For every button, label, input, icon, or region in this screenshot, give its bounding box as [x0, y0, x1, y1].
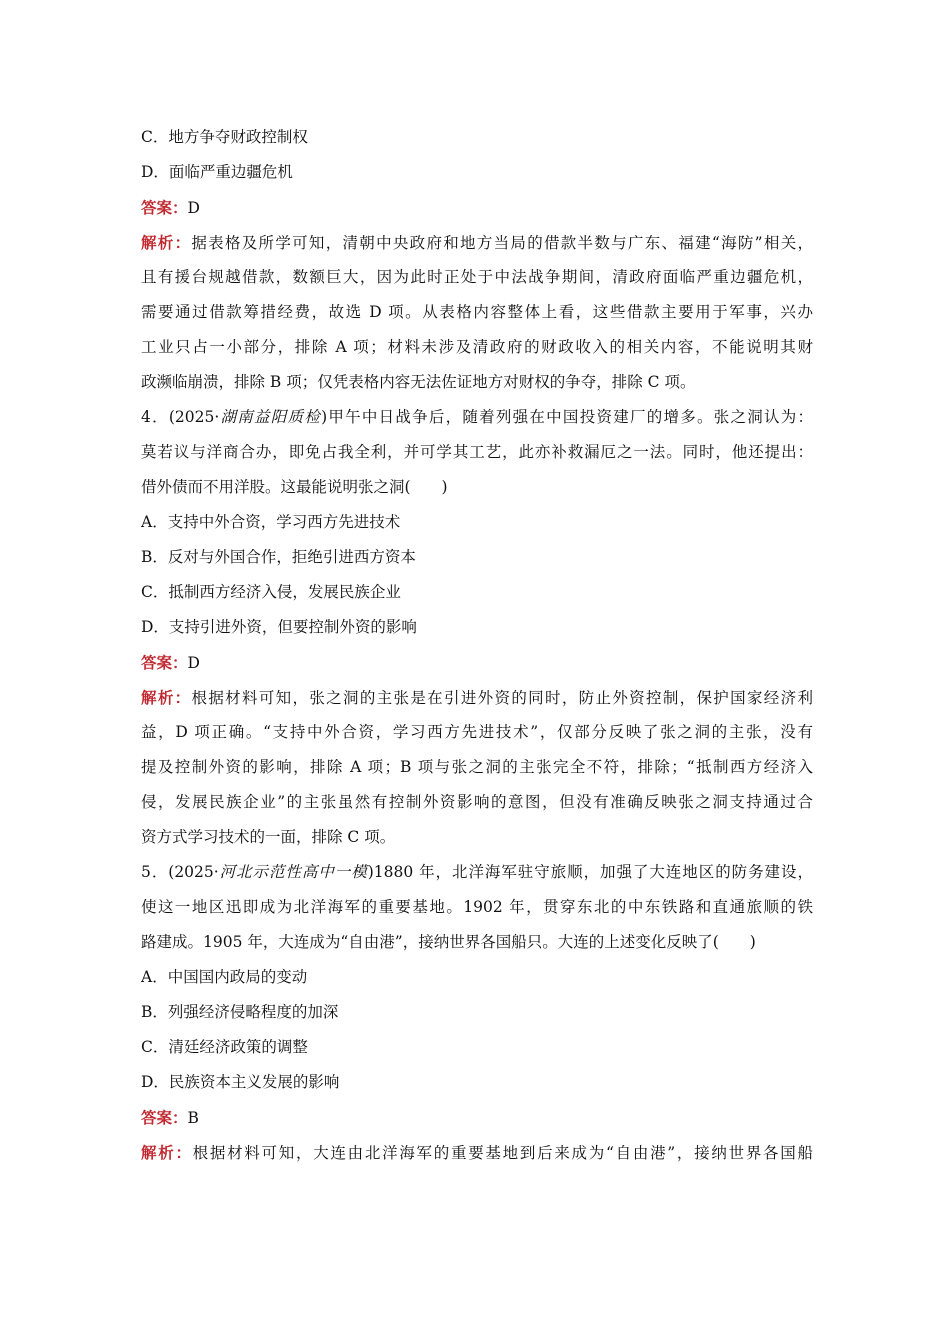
answer-value: D	[187, 654, 200, 672]
analysis-label: 解析：	[141, 688, 192, 707]
q4-option-a: A．支持中外合资，学习西方先进技术	[141, 513, 401, 531]
analysis-label: 解析：	[141, 1143, 193, 1162]
q3-answer	[141, 190, 813, 225]
q3-option-d: D．面临严重边疆危机	[141, 163, 293, 181]
document-content	[141, 120, 813, 1170]
q3-option-c: C．地方争夺财政控制权	[141, 128, 308, 146]
q3-analysis-line: 政濒临崩溃，排除 B 项；仅凭表格内容无法佐证地方对财权的争夺，排除 C 项。	[141, 373, 696, 391]
question-number: 4．	[141, 408, 169, 426]
q4-analysis-line: 益，D 项正确。“支持中外合资，学习西方先进技术”，仅部分反映了张之洞的主张，没有	[141, 723, 813, 741]
answer-label: 答案：	[141, 1108, 188, 1127]
q5-option-c: C．清廷经济政策的调整	[141, 1038, 308, 1056]
q4-stem-line: 借外债而不用洋股。这最能说明张之洞( )	[141, 478, 448, 496]
q4-stem-line: 4．(2025·湖南益阳质检)甲午中日战争后，随着列强在中国投资建厂的增多。张之洞认为：	[141, 408, 813, 426]
q4-analysis-line: 提及控制外资的影响，排除 A 项；B 项与张之洞的主张完全不符，排除；“抵制西方经济入	[141, 758, 813, 776]
answer-label: 答案：	[141, 653, 188, 672]
q4-answer	[141, 645, 813, 680]
question-number: 5．	[141, 863, 169, 881]
answer-value: D	[187, 199, 200, 217]
q4-stem-line: 莫若议与洋商合办，即免占我全利，并可学其工艺，此亦补救漏厄之一法。同时，他还提出：	[141, 443, 813, 461]
q5-analysis-line: 解析：根据材料可知，大连由北洋海军的重要基地到后来成为“自由港”，接纳世界各国船	[141, 1143, 813, 1162]
q3-analysis-line: 工业只占一小部分，排除 A 项；材料未涉及清政府的财政收入的相关内容，不能说明其财	[141, 338, 813, 356]
answer-label: 答案：	[141, 198, 188, 217]
q5-stem-line: 5．(2025·河北示范性高中一模)1880 年，北洋海军驻守旅顺，加强了大连地区的防务建设，	[141, 863, 813, 881]
question-source: (2025·河北示范性高中一模)	[168, 863, 374, 881]
q3-analysis-line: 解析：据表格及所学可知，清朝中央政府和地方当局的借款半数与广东、福建“海防”相关，	[141, 233, 813, 252]
q3-analysis-line: 且有援台规越借款，数额巨大，因为此时正处于中法战争期间，清政府面临严重边疆危机，	[141, 268, 813, 286]
q5-option-d: D．民族资本主义发展的影响	[141, 1073, 340, 1091]
q5-stem-line: 使这一地区迅即成为北洋海军的重要基地。1902 年，贯穿东北的中东铁路和直通旅顺的铁	[141, 898, 813, 916]
q4-option-b: B．反对与外国合作，拒绝引进西方资本	[141, 548, 416, 566]
answer-value: B	[187, 1109, 199, 1127]
question-source: (2025·湖南益阳质检)	[168, 408, 328, 426]
q5-option-b: B．列强经济侵略程度的加深	[141, 1003, 339, 1021]
q5-answer	[141, 1100, 813, 1135]
q4-option-c: C．抵制西方经济入侵，发展民族企业	[141, 583, 401, 601]
q5-stem-line: 路建成。1905 年，大连成为“自由港”，接纳世界各国船只。大连的上述变化反映了( )	[141, 933, 756, 951]
q3-analysis-line: 需要通过借款筹措经费，故选 D 项。从表格内容整体上看，这些借款主要用于军事，兴办	[141, 303, 813, 321]
q4-analysis-line: 解析：根据材料可知，张之洞的主张是在引进外资的同时，防止外资控制，保护国家经济利	[141, 688, 813, 707]
q4-option-d: D．支持引进外资，但要控制外资的影响	[141, 618, 417, 636]
q4-analysis-line: 资方式学习技术的一面，排除 C 项。	[141, 828, 396, 846]
q4-analysis-line: 侵，发展民族企业”的主张虽然有控制外资影响的意图，但没有准确反映张之洞支持通过合	[141, 793, 813, 811]
analysis-label: 解析：	[141, 233, 192, 252]
q5-option-a: A．中国国内政局的变动	[141, 968, 308, 986]
